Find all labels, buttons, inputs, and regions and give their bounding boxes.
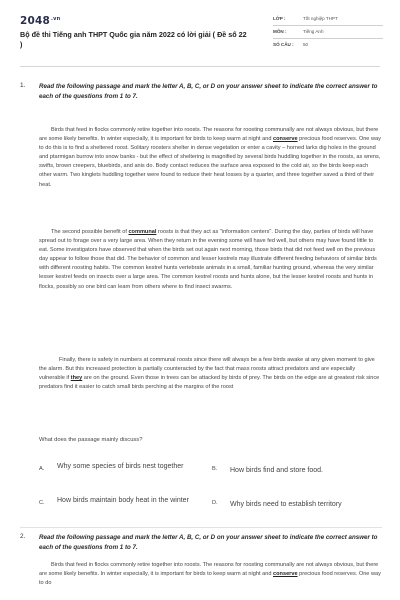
option-letter: B. (212, 466, 218, 472)
header-divider (20, 66, 380, 67)
underlined-word: communal (128, 229, 157, 235)
option-text: Why some species of birds nest together (57, 463, 184, 470)
question-divider (20, 527, 382, 528)
meta-row-count (273, 39, 383, 52)
question-1 (20, 82, 382, 522)
meta-value: 50 (303, 42, 309, 47)
logo-suffix: .vn (51, 15, 61, 22)
underlined-word: they (70, 375, 83, 382)
passage-text: Birds that feed in flocks commonly retire together into roosts. The reasons for roosting communally are not always obvious, but there are some likely benefits. In winter especially, it is important for birds to keep warm at night and (39, 127, 379, 143)
passage-text: precious food reserves. One way to do this is to find a sheltered roost. Solitary roosters shelter in dense vegetation or enter a cavity – horned larks dig holes in the ground and ptarmigan burrow into snow banks - but the effect of sheltering is magnified by several birds huddling together in the roosts, as wrens, swifts, brown creepers, bluebirds, and anis do. Body contact reduces the surface area exposed to the cold air, so the birds keep each other warm. Two kinglets huddling together were found to reduce their heat losses by a quarter, and three together saved a third of their heat. (39, 136, 381, 188)
meta-label: MÔN : (273, 29, 287, 34)
passage-text: precious food reserves. One way to do (39, 571, 381, 587)
option-text: How birds find and store food. (230, 467, 323, 474)
passage-paragraph-2 (39, 228, 381, 292)
meta-value: Tiếng Anh (303, 29, 324, 34)
underlined-word: conserve (273, 571, 298, 578)
passage-text: The second possible benefit of (51, 229, 129, 235)
option-letter: D. (212, 500, 218, 506)
document-title: Bộ đề thi Tiếng anh THPT Quốc gia năm 2022 có lời giải ( Đề số 22 ) (20, 30, 247, 49)
passage-text: Birds that feed in flocks commonly retire together into roosts. The reasons for roosting communally are not always obvious, but there are some likely benefits. In winter especially, it is important for birds to keep warm at night and (39, 562, 379, 578)
option-letter: A. (39, 466, 45, 472)
question-prompt: Read the following passage and mark the letter A, B, C, or D on your answer sheet to indicate the correct answer to each of the questions from 1 to 7. (39, 534, 378, 551)
meta-row-grade (273, 13, 383, 26)
meta-label: LỚP : (273, 16, 286, 21)
question-number: 2. (20, 533, 26, 540)
passage-text: are on the ground. Even those in trees can be attacked by birds of prey. The birds on the edge are at greatest risk since predators find it easier to catch small birds perching at the margins of the roost (39, 375, 380, 391)
meta-row-subject (273, 26, 383, 39)
document-meta (273, 13, 383, 52)
option-text: Why birds need to establish territory (230, 501, 342, 508)
option-letter: C. (39, 500, 45, 506)
passage-paragraph-1 (39, 561, 381, 588)
question-number: 1. (20, 82, 26, 89)
logo-text: 2048 (20, 15, 51, 27)
meta-label: SỐ CÂU : (273, 42, 294, 47)
passage-text: roosts is that they act as "information centers". During the day, parties of birds will have spread out to forage over a very large area. When they return in the evening some will have fed well, but others may have found little to eat. Some investigators have observed that when the birds set out again next morning, those birds that did not feed well on the previous day appear to follow those that did. The behavior of common and lesser kestrels may illustrate different feeding behaviors of similar birds with different roosting habits. The common kestrel hunts vertebrate animals in a small, familiar hunting ground, whereas the very similar lesser kestrel feeds on insects over a large area. The common kestrel roosts and hunts alone, but the lesser kestrel roosts and hunts in flocks, possibly so one bird can learn from others where to find insect swarms. (39, 229, 377, 290)
passage-paragraph-1 (39, 126, 381, 190)
underlined-word: conserve (273, 136, 298, 143)
meta-value: Tốt nghiệp THPT (303, 16, 338, 21)
question-prompt: Read the following passage and mark the letter A, B, C, or D on your answer sheet to indicate the correct answer to each of the questions from 1 to 7. (39, 83, 378, 100)
option-text: How birds maintain body heat in the winter (57, 497, 189, 504)
passage-paragraph-3 (39, 356, 381, 392)
site-logo[interactable] (20, 15, 60, 27)
question-stem: What does the passage mainly discuss? (39, 437, 143, 443)
question-2 (20, 533, 382, 600)
passage-text: Finally, there is safety in numbers at communal roosts since there will always be a few birds awake at any given moment to give the alarm. But this increased protection is partially counteracted by the fact that mass roosts attract predators and are especially vulnerable if (39, 357, 375, 382)
document-header (20, 13, 380, 57)
